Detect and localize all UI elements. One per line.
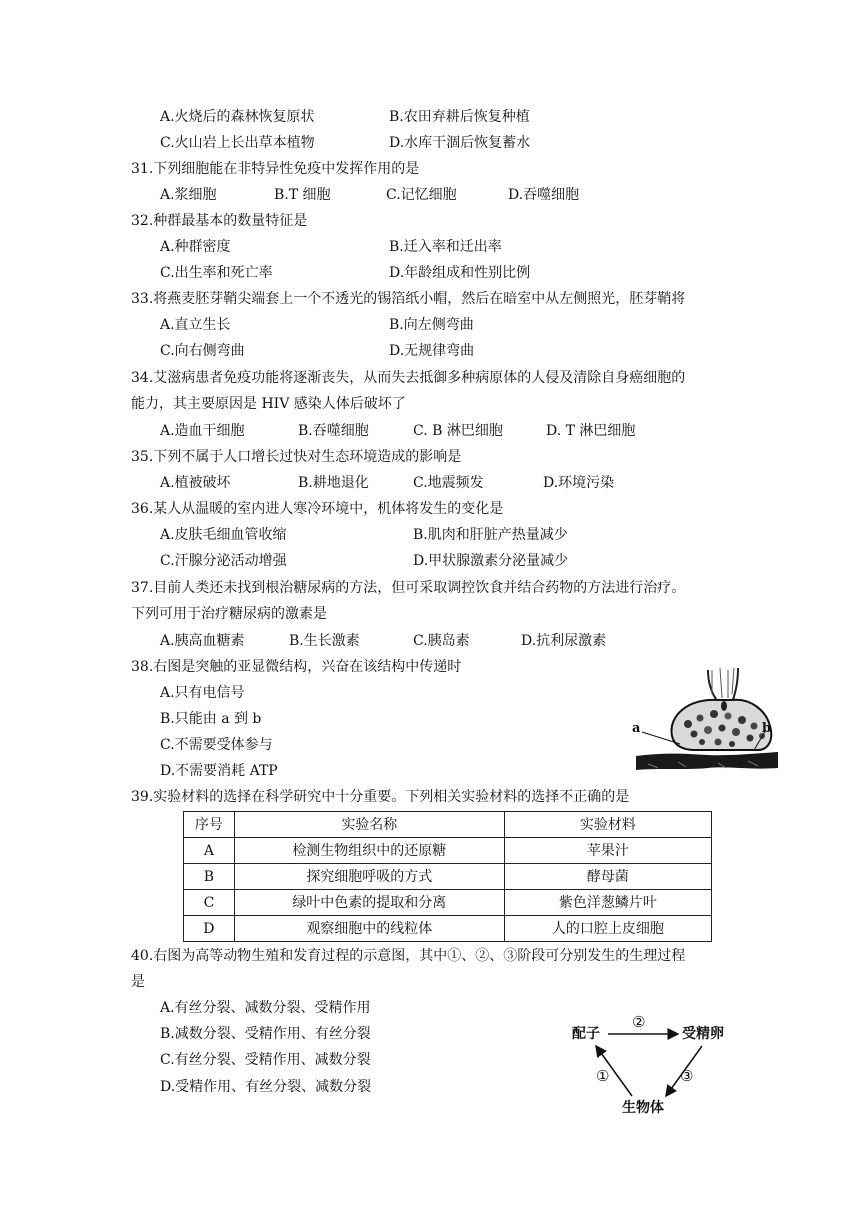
q35-option-b[interactable]: B.耕地退化 xyxy=(298,475,369,491)
q31-stem: 31.下列细胞能在非特异性免疫中发挥作用的是 xyxy=(131,161,420,177)
q33-option-b[interactable]: B.向左侧弯曲 xyxy=(389,317,474,333)
q39-row-c-experiment: 绿叶中色素的提取和分离 xyxy=(234,890,504,916)
q32-stem: 32.种群最基本的数量特征是 xyxy=(131,213,308,229)
q39-header-index: 序号 xyxy=(184,812,235,838)
q32-option-b[interactable]: B.迁入率和迁出率 xyxy=(389,239,502,255)
q30-option-a[interactable]: A.火烧后的森林恢复原状 xyxy=(160,109,315,125)
synapse-illustration xyxy=(628,664,780,776)
q39-row-a-material: 苹果汁 xyxy=(504,838,711,864)
q40-option-d[interactable]: D.受精作用、有丝分裂、减数分裂 xyxy=(160,1079,372,1095)
q37-option-b[interactable]: B.生长激素 xyxy=(289,633,360,649)
q39-table xyxy=(183,811,712,942)
q35-option-c[interactable]: C.地震频发 xyxy=(413,475,484,491)
q30-option-b[interactable]: B.农田弃耕后恢复种植 xyxy=(389,109,530,125)
q36-option-a[interactable]: A.皮肤毛细血管收缩 xyxy=(160,527,287,543)
q39-header-experiment: 实验名称 xyxy=(234,812,504,838)
q38-stem: 38.右图是突触的亚显微结构，兴奋在该结构中传递时 xyxy=(131,659,462,675)
q39-row-a-index: A xyxy=(184,838,235,864)
synapse-label-b: b xyxy=(762,721,772,736)
q39-row-b-index: B xyxy=(184,864,235,890)
q33-option-d[interactable]: D.无规律弯曲 xyxy=(389,343,475,359)
q34-stem-line-1: 34.艾滋病患者免疫功能将逐渐丧失，从而失去抵御多种病原体的人侵及清除自身癌细胞的 xyxy=(131,370,686,386)
q40-option-b[interactable]: B.减数分裂、受精作用、有丝分裂 xyxy=(160,1026,371,1042)
q38-option-d[interactable]: D.不需要消耗 ATP xyxy=(160,763,278,779)
q30-option-d[interactable]: D.水库干涸后恢复蓄水 xyxy=(389,135,531,151)
q40-stem-line-1: 40.右图为高等动物生殖和发育过程的示意图，其中①、②、③阶段可分别发生的生理过程 xyxy=(131,948,686,964)
q32-option-c[interactable]: C.出生率和死亡率 xyxy=(160,265,273,281)
q34-stem-line-2: 能力，其主要原因是 HIV 感染人体后破坏了 xyxy=(131,396,406,412)
q39-row-d-material: 人的口腔上皮细胞 xyxy=(504,916,711,942)
q40-option-c[interactable]: C.有丝分裂、受精作用、减数分裂 xyxy=(160,1052,371,1068)
q39-row-c-index: C xyxy=(184,890,235,916)
q32-option-d[interactable]: D.年龄组成和性别比例 xyxy=(389,265,531,281)
step-1-label: ① xyxy=(596,1067,610,1085)
q34-option-d[interactable]: D. T 淋巴细胞 xyxy=(546,423,636,439)
table-row xyxy=(184,890,712,916)
table-row xyxy=(184,838,712,864)
q39-table-header-row xyxy=(184,812,712,838)
life-cycle-diagram xyxy=(568,1012,768,1122)
q39-row-c-material: 紫色洋葱鳞片叶 xyxy=(504,890,711,916)
q39-row-b-experiment: 探究细胞呼吸的方式 xyxy=(234,864,504,890)
q35-stem: 35.下列不属于人口增长过快对生态环境造成的影响是 xyxy=(131,449,462,465)
q36-stem: 36.某人从温暖的室内进人寒冷环境中，机体将发生的变化是 xyxy=(131,501,504,517)
q31-option-d[interactable]: D.吞噬细胞 xyxy=(508,187,580,203)
q37-option-c[interactable]: C.胰岛素 xyxy=(413,633,470,649)
q38-option-c[interactable]: C.不需要受体参与 xyxy=(160,737,273,753)
q35-option-d[interactable]: D.环境污染 xyxy=(543,475,615,491)
q39-stem: 39.实验材料的选择在科学研究中十分重要。下列相关实验材料的选择不正确的是 xyxy=(131,789,630,805)
q38-option-b[interactable]: B.只能由 a 到 b xyxy=(160,711,262,727)
q39-header-material: 实验材料 xyxy=(504,812,711,838)
node-zygote: 受精卵 xyxy=(682,1026,724,1042)
q39-row-d-experiment: 观察细胞中的线粒体 xyxy=(234,916,504,942)
q31-option-c[interactable]: C.记忆细胞 xyxy=(386,187,457,203)
table-row xyxy=(184,916,712,942)
q36-option-d[interactable]: D.甲状腺激素分泌量减少 xyxy=(413,553,569,569)
step-2-label: ② xyxy=(632,1013,646,1031)
q39-row-a-experiment: 检测生物组织中的还原糖 xyxy=(234,838,504,864)
q33-option-c[interactable]: C.向右侧弯曲 xyxy=(160,343,245,359)
q37-stem-line-2: 下列可用于治疗糖尿病的激素是 xyxy=(131,606,327,622)
q36-option-b[interactable]: B.肌肉和肝脏产热量减少 xyxy=(413,527,568,543)
synapse-label-a: a xyxy=(632,721,641,736)
q35-option-a[interactable]: A.植被破坏 xyxy=(160,475,231,491)
q31-option-a[interactable]: A.浆细胞 xyxy=(160,187,217,203)
synapse-figure xyxy=(628,664,780,776)
q34-option-a[interactable]: A.造血干细胞 xyxy=(160,423,245,439)
q33-option-a[interactable]: A.直立生长 xyxy=(160,317,231,333)
q36-option-c[interactable]: C.汗腺分泌活动增强 xyxy=(160,553,287,569)
q33-stem: 33.将燕麦胚芽鞘尖端套上一个不透光的锡箔纸小帽，然后在暗室中从左侧照光，胚芽鞘将 xyxy=(131,291,686,307)
q40-stem-line-2: 是 xyxy=(131,974,145,990)
q37-stem-line-1: 37.目前人类还未找到根治糖尿病的方法，但可采取调控饮食并结合药物的方法进行治疗。 xyxy=(131,580,686,596)
q34-option-c[interactable]: C. B 淋巴细胞 xyxy=(413,423,503,439)
q39-row-d-index: D xyxy=(184,916,235,942)
q30-option-c[interactable]: C.火山岩上长出草本植物 xyxy=(160,135,315,151)
node-gamete: 配子 xyxy=(572,1026,600,1042)
q31-option-b[interactable]: B.T 细胞 xyxy=(274,187,331,203)
q32-option-a[interactable]: A.种群密度 xyxy=(160,239,231,255)
q34-option-b[interactable]: B.吞噬细胞 xyxy=(298,423,369,439)
table-row xyxy=(184,864,712,890)
q40-option-a[interactable]: A.有丝分裂、减数分裂、受精作用 xyxy=(160,1000,371,1016)
node-organism: 生物体 xyxy=(622,1100,664,1116)
q38-option-a[interactable]: A.只有电信号 xyxy=(160,685,245,701)
q39-row-b-material: 酵母菌 xyxy=(504,864,711,890)
step-3-label: ③ xyxy=(680,1067,694,1085)
q37-option-a[interactable]: A.胰高血糖素 xyxy=(160,633,245,649)
q37-option-d[interactable]: D.抗利尿激素 xyxy=(521,633,607,649)
